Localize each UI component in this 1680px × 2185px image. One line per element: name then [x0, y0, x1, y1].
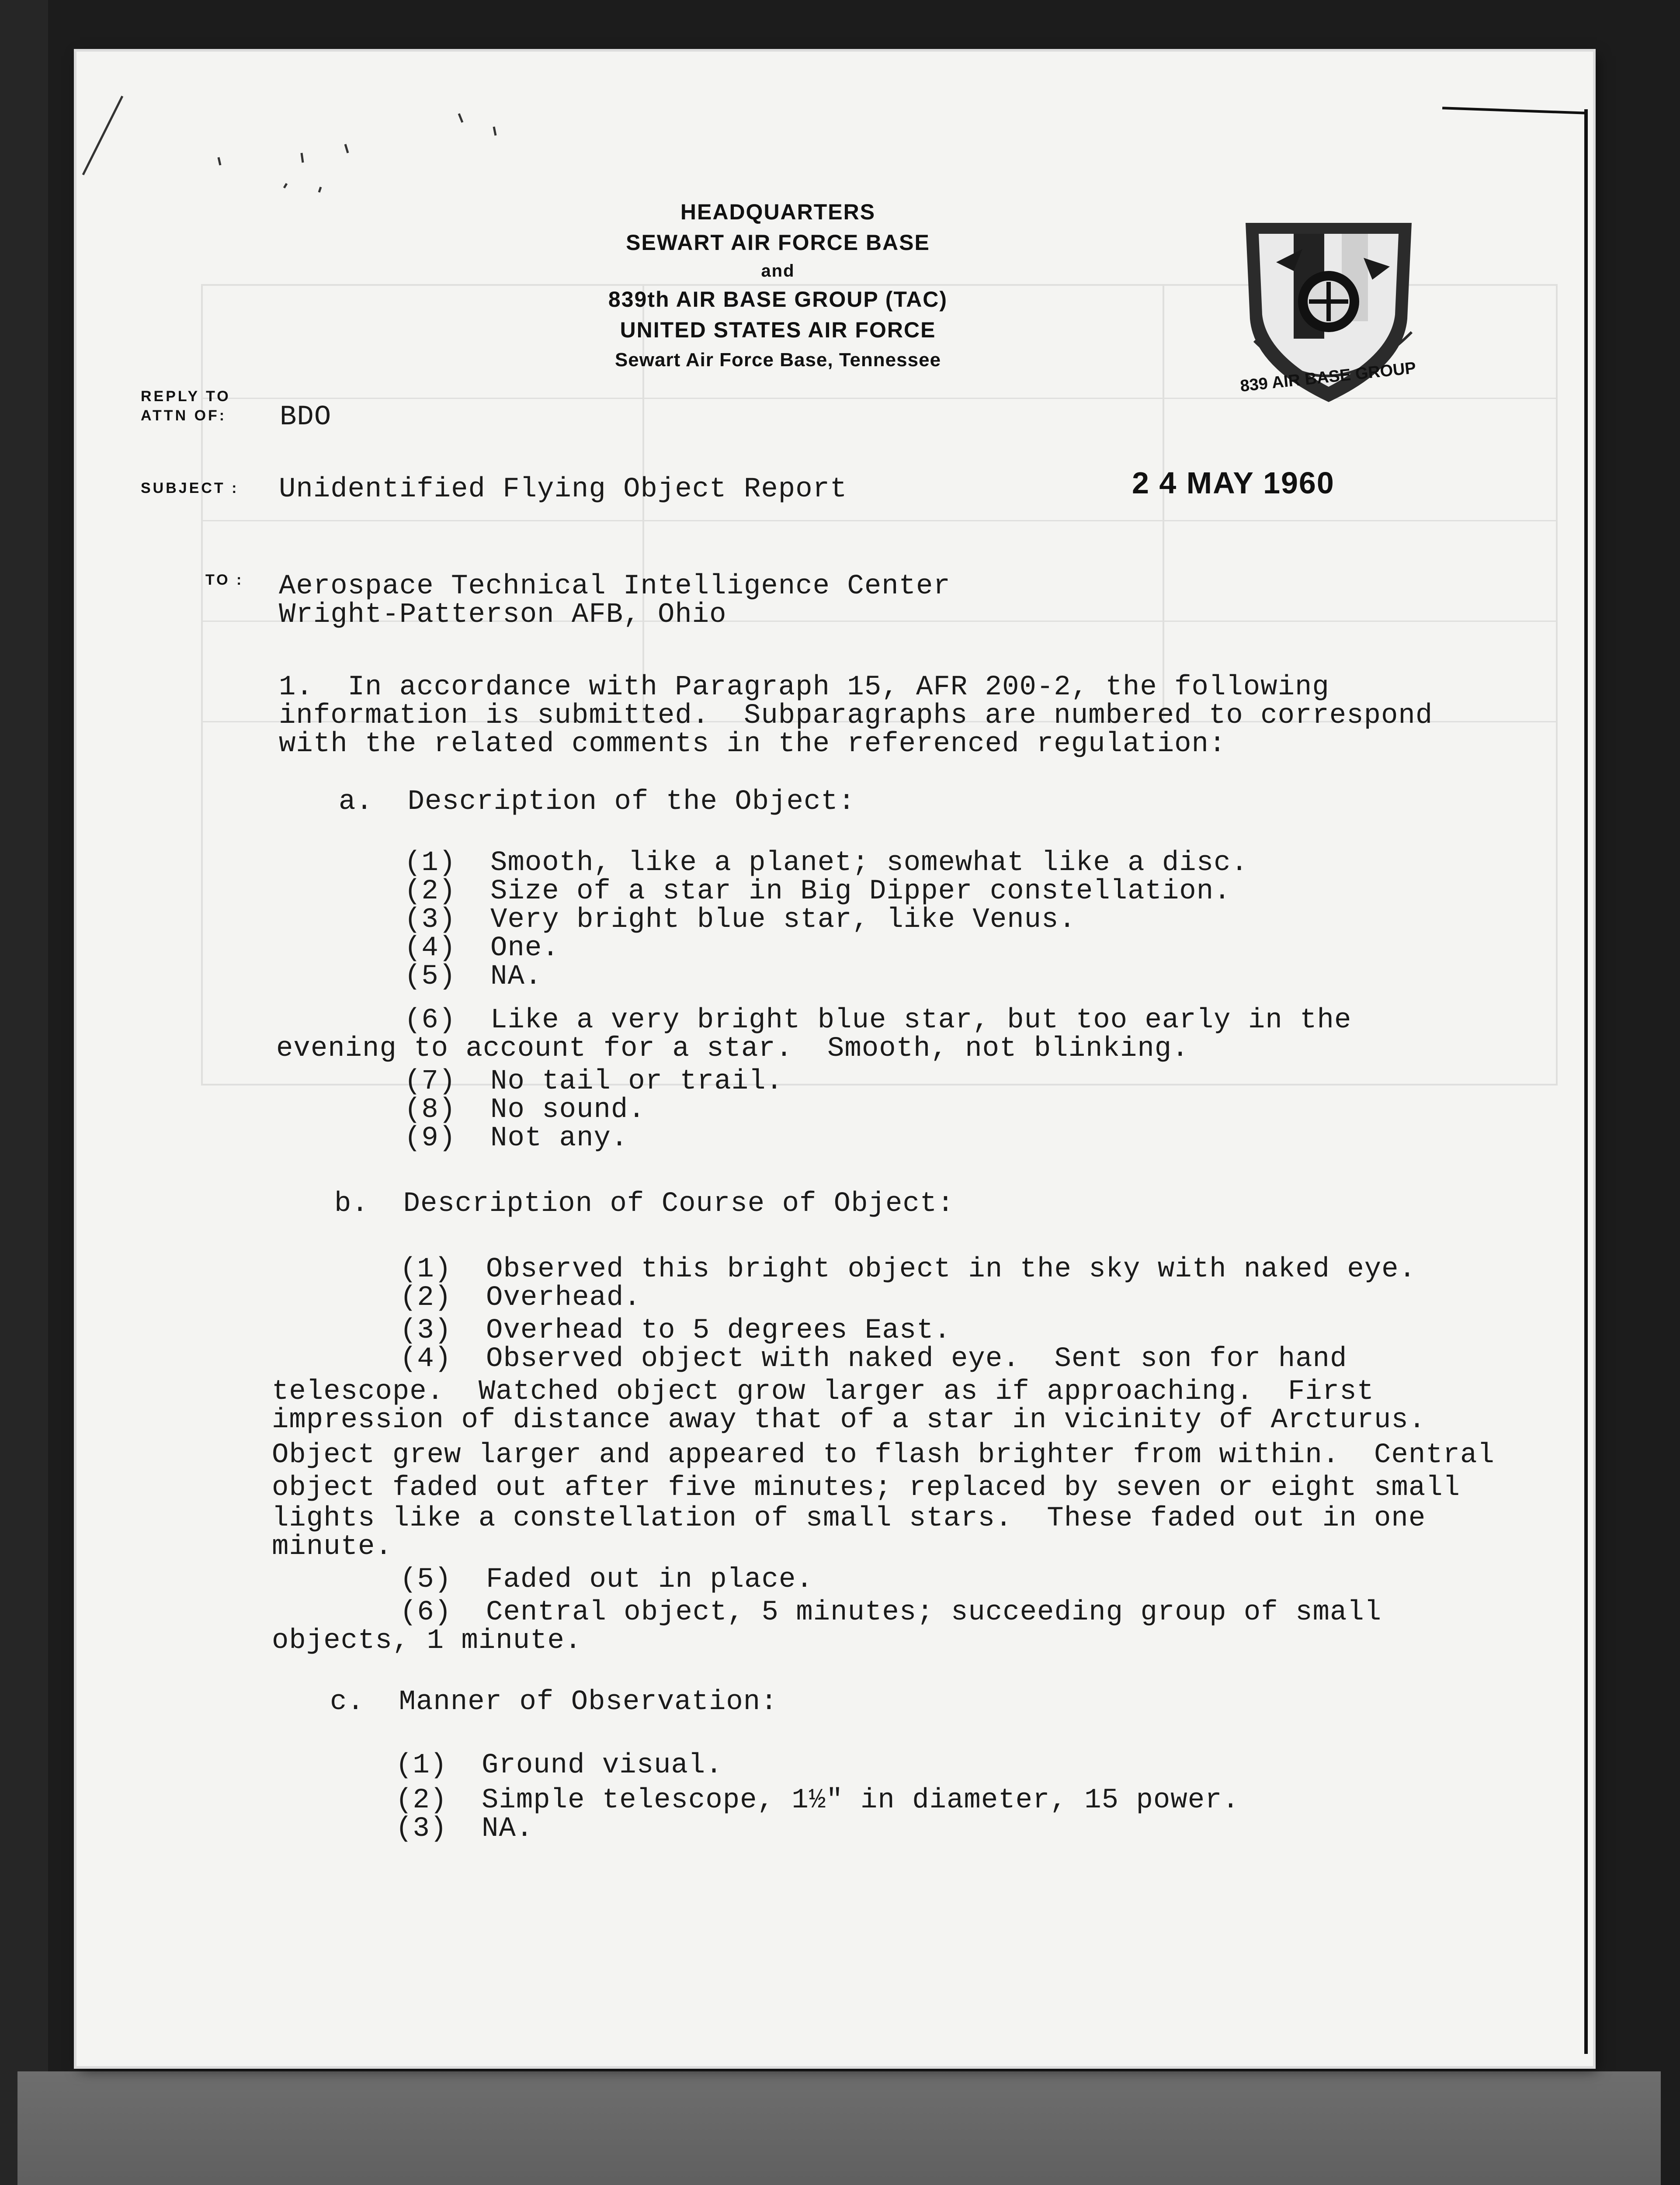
section-b-item: (6) Central object, 5 minutes; succeeding group of small: [400, 1597, 1382, 1628]
section-a-item: (8) No sound.: [404, 1094, 646, 1126]
section-b-item-cont: Object grew larger and appeared to flash brighter from within. Central: [272, 1439, 1495, 1471]
section-b-item: (2) Overhead.: [400, 1282, 641, 1314]
section-a-item: (7) No tail or trail.: [404, 1066, 783, 1097]
section-a-item: (5) NA.: [404, 961, 542, 992]
section-c-item: (1) Ground visual.: [396, 1750, 723, 1781]
letterhead-air-force: UNITED STATES AIR FORCE: [620, 318, 936, 342]
section-c-item: (3) NA.: [396, 1813, 534, 1845]
letterhead-base-name: SEWART AIR FORCE BASE: [626, 230, 930, 255]
section-a-item: (1) Smooth, like a planet; somewhat like a disc.: [404, 847, 1248, 879]
section-a-heading: a. Description of the Object:: [339, 786, 856, 818]
para1-line: information is submitted. Subparagraphs are numbered to correspond: [279, 700, 1433, 732]
section-a-item: (9) Not any.: [404, 1123, 628, 1154]
section-c-heading: c. Manner of Observation:: [330, 1686, 778, 1718]
unit-emblem: [1228, 210, 1429, 411]
section-a-item: (3) Very bright blue star, like Venus.: [404, 904, 1076, 936]
section-b-item-cont: objects, 1 minute.: [272, 1625, 582, 1657]
para1-line: with the related comments in the referenced regulation:: [279, 728, 1226, 760]
subject-value: Unidentified Flying Object Report: [279, 474, 847, 505]
section-a-item-cont: evening to account for a star. Smooth, not blinking.: [276, 1033, 1189, 1065]
section-a-item: (4) One.: [404, 933, 559, 964]
section-b-item-cont: telescope. Watched object grow larger as if approaching. First: [272, 1376, 1374, 1408]
section-b-item: (5) Faded out in place.: [400, 1564, 813, 1595]
section-b-heading: b. Description of Course of Object:: [334, 1188, 955, 1220]
letterhead-address: Sewart Air Force Base, Tennessee: [614, 349, 941, 371]
to-line-2: Wright-Patterson AFB, Ohio: [279, 599, 727, 631]
section-a-item: (6) Like a very bright blue star, but too early in the: [404, 1005, 1352, 1036]
section-b-item-cont: impression of distance away that of a star in vicinity of Arcturus.: [272, 1405, 1426, 1436]
film-scratches: [66, 2181, 371, 2185]
pen-marks: [74, 83, 511, 214]
section-b-item: (3) Overhead to 5 degrees East.: [400, 1315, 951, 1346]
para1-line: 1. In accordance with Paragraph 15, AFR 200-2, the following: [279, 672, 1329, 703]
letterhead-headquarters: HEADQUARTERS: [680, 200, 876, 224]
section-b-item-cont: lights like a constellation of small stars. These faded out in one: [272, 1503, 1426, 1534]
section-b-item: (1) Observed this bright object in the sky with naked eye.: [400, 1254, 1416, 1285]
section-b-item: (4) Observed object with naked eye. Sent son for hand: [400, 1343, 1347, 1375]
letterhead-group: 839th AIR BASE GROUP (TAC): [608, 287, 948, 312]
section-c-item: (2) Simple telescope, 1½" in diameter, 15 power.: [396, 1785, 1239, 1816]
letterhead-and: and: [761, 261, 795, 281]
section-a-item: (2) Size of a star in Big Dipper constellation.: [404, 876, 1231, 907]
letterhead: [559, 197, 996, 375]
emblem-text: 839 AIR BASE GROUP: [1239, 359, 1417, 396]
scan-backdrop: [17, 2071, 1661, 2185]
section-b-item-cont: minute.: [272, 1531, 392, 1563]
to-line-1: Aerospace Technical Intelligence Center: [279, 571, 951, 602]
to-label: TO :: [205, 572, 244, 588]
attn-of-value: BDO: [280, 402, 332, 433]
subject-label: SUBJECT :: [141, 480, 239, 496]
film-border: [0, 0, 48, 2185]
reply-to-label: REPLY TO ATTN OF:: [141, 388, 231, 424]
date-stamp: 2 4 MAY 1960: [1132, 466, 1335, 500]
section-b-item-cont: object faded out after five minutes; replaced by seven or eight small: [272, 1472, 1461, 1504]
